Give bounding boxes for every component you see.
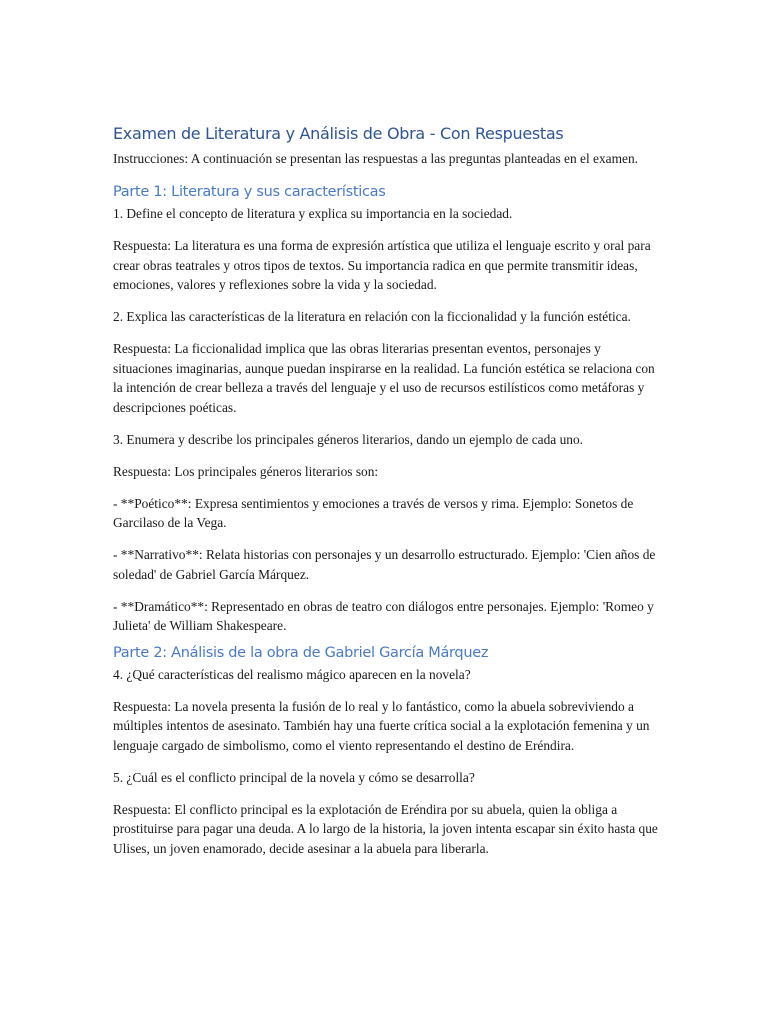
answer-3: Respuesta: Los principales géneros literarios son: <box>113 463 379 479</box>
answer-5: Respuesta: El conflicto principal es la explotación de Eréndira por su abuela, quien la obliga a prostituirse para pagar una deuda. A lo largo de la historia, la joven intenta escapar sin éxito hasta que Ulises, un joven enamorado, decide asesinar a la abuela para liberarla. <box>113 801 658 856</box>
instructions-text: Instrucciones: A continuación se presentan las respuestas a las preguntas planteadas en el examen. <box>113 151 639 166</box>
answer-4: Respuesta: La novela presenta la fusión de lo real y lo fantástico, como la abuela sobreviviendo a múltiples intentos de asesinato. También hay una fuerte crítica social a la explotación femenina y un lenguaje cargado de simbolismo, como el viento representando el destino de Eréndira. <box>113 698 650 753</box>
part1-heading: Parte 1: Literatura y sus características <box>113 184 386 200</box>
question-1: 1. Define el concepto de literatura y explica su importancia en la sociedad. <box>113 206 513 221</box>
document-title: Examen de Literatura y Análisis de Obra - Con Respuestas <box>113 124 564 143</box>
question-2: 2. Explica las características de la literatura en relación con la ficcionalidad y la función estética. <box>113 309 631 324</box>
question-5: 5. ¿Cuál es el conflicto principal de la novela y cómo se desarrolla? <box>113 769 475 785</box>
answer-1: Respuesta: La literatura es una forma de expresión artística que utiliza el lenguaje escrito y oral para crear obras teatrales y otros tipos de textos. Su importancia radica en que permite transmitir ideas, emociones, valores y reflexiones sobre la vida y la sociedad. <box>113 238 651 292</box>
question-4: 4. ¿Qué características del realismo mágico aparecen en la novela? <box>113 666 471 682</box>
part2-heading: Parte 2: Análisis de la obra de Gabriel García Márquez <box>113 644 489 661</box>
document-page <box>113 122 658 871</box>
genre-narrativo: - **Narrativo**: Relata historias con personajes y un desarrollo estructurado. Ejemplo: 'Cien años de soledad' de Gabriel García Márquez. <box>113 547 656 582</box>
question-3: 3. Enumera y describe los principales géneros literarios, dando un ejemplo de cada uno. <box>113 431 584 447</box>
answer-2: Respuesta: La ficcionalidad implica que las obras literarias presentan eventos, personajes y situaciones imaginarias, aunque puedan inspirarse en la realidad. La función estética se relaciona con la intención de crear belleza a través del lenguaje y el uso de recursos estilísticos como metáforas y descripciones poéticas. <box>113 341 655 415</box>
genre-dramatico: - **Dramático**: Representado en obras de teatro con diálogos entre personajes. Ejemplo: 'Romeo y Julieta' de William Shakespeare. <box>113 598 654 633</box>
genre-poetico: - **Poético**: Expresa sentimientos y emociones a través de versos y rima. Ejemplo: Sonetos de Garcilaso de la Vega. <box>113 495 634 530</box>
